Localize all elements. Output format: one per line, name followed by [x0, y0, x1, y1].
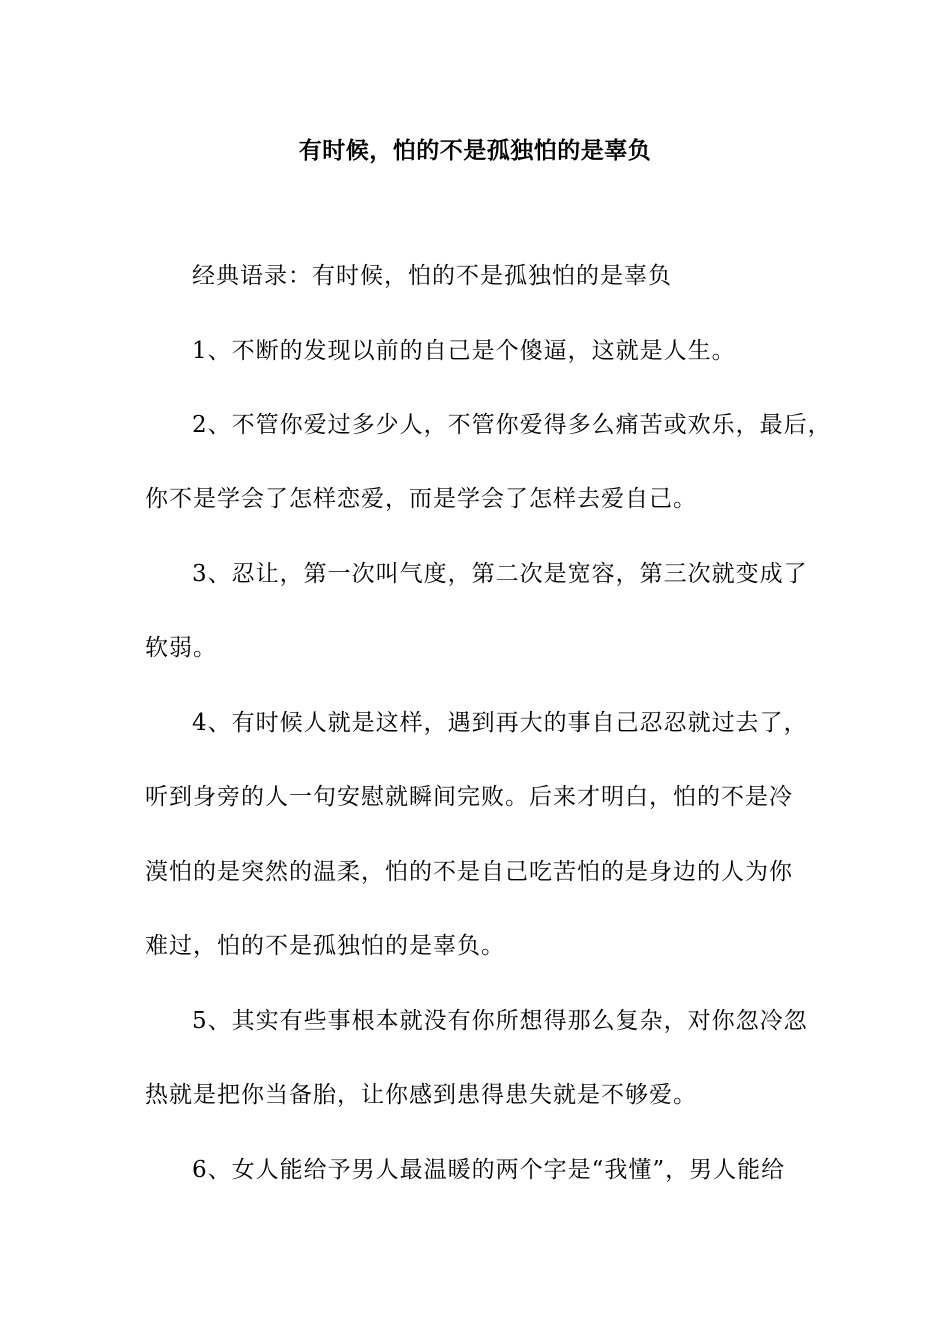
paragraph-line-6a: 6、女人能给予男人最温暖的两个字是“我懂”，男人能给 [192, 1157, 786, 1183]
paragraph-line-3a: 3、忍让，第一次叫气度，第二次是宽容，第三次就变成了 [192, 561, 808, 587]
paragraph-line-4c: 漠怕的是突然的温柔，怕的不是自己吃苦怕的是身边的人为你 [145, 859, 793, 885]
paragraph-line-5b: 热就是把你当备胎，让你感到患得患失就是不够爱。 [145, 1082, 697, 1108]
paragraph-line-4d: 难过，怕的不是孤独怕的是辜负。 [145, 933, 505, 959]
paragraph-line-4b: 听到身旁的人一句安慰就瞬间完败。后来才明白，怕的不是冷 [145, 784, 793, 810]
paragraph-line-2a: 2、不管你爱过多少人，不管你爱得多么痛苦或欢乐，最后， [192, 412, 832, 438]
paragraph-line-intro: 经典语录：有时候，怕的不是孤独怕的是辜负 [192, 263, 672, 289]
paragraph-line-4a: 4、有时候人就是这样，遇到再大的事自己忍忍就过去了， [192, 710, 808, 736]
paragraph-line-2b: 你不是学会了怎样恋爱，而是学会了怎样去爱自己。 [145, 486, 697, 512]
paragraph-line-3b: 软弱。 [145, 635, 217, 661]
paragraph-line-5a: 5、其实有些事根本就没有你所想得那么复杂，对你忽冷忽 [192, 1008, 808, 1034]
paragraph-line-1: 1、不断的发现以前的自己是个傻逼，这就是人生。 [192, 338, 736, 364]
document-title: 有时候，怕的不是孤独怕的是辜负 [298, 138, 652, 164]
